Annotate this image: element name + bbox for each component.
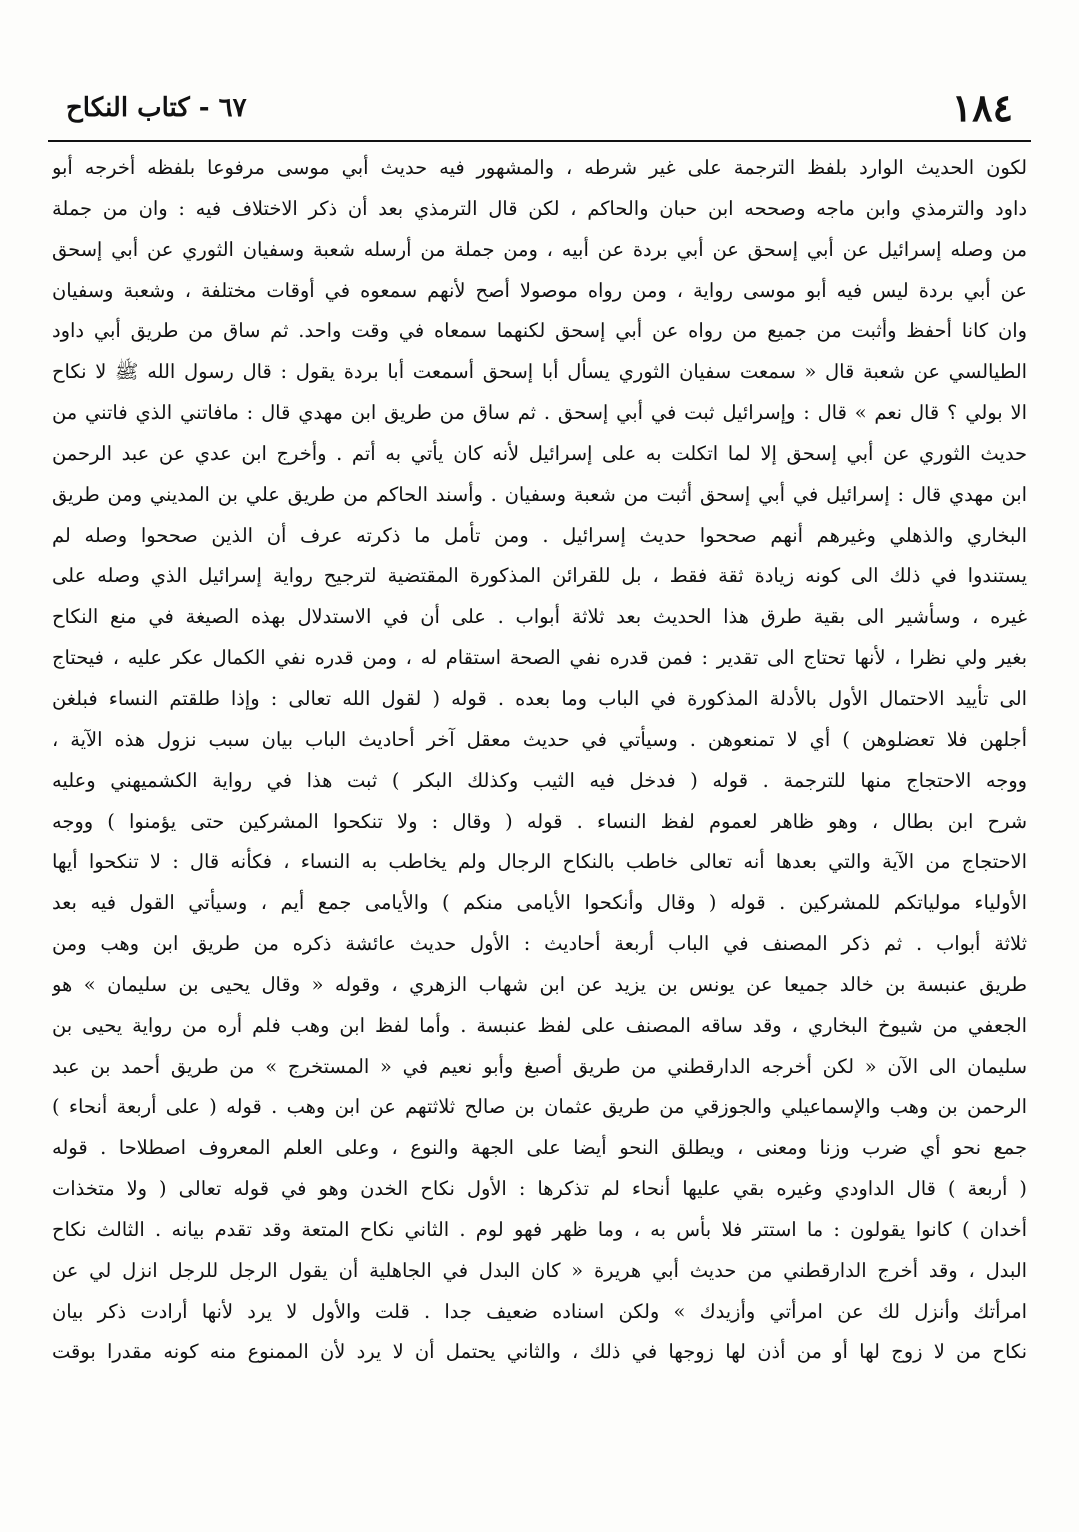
text-line: ابن مهدي قال : إسرائيل في أبي إسحق أثبت من شعبة وسفيان . وأسند الحاكم من طريق علي بن المديني ومن طريق xyxy=(52,482,1027,506)
text-line: غيره ، وسأشير الى بقية طرق هذا الحديث بعد ثلاثة أبواب . على أن في الاستدلال بهذه الصيغة في منع النكاح xyxy=(52,605,1027,629)
page-header xyxy=(48,80,1023,136)
text-line: الجعفي من شيوخ البخاري ، وقد ساقه المصنف على لفظ عنبسة . وأما لفظ ابن وهب فلم أره من رواية يحيى بن xyxy=(52,1013,1027,1037)
text-line: نكاح من لا زوج لها أو من أذن لها زوجها في ذلك ، والثاني يحتمل أن لا يرد لأن الممنوع منه كونه مقدرا بوقت xyxy=(52,1340,1027,1364)
text-line: جمع نحو أي ضرب وزنا ومعنى ، ويطلق النحو أيضا على الجهة والنوع ، وعلى العلم المعروف اصطلاحا . قوله xyxy=(52,1136,1027,1160)
text-line: البدل ، وقد أخرج الدارقطني من حديث أبي هريرة « كان البدل في الجاهلية أن يقول الرجل للرجل انزل لي عن xyxy=(52,1258,1027,1282)
text-line: يستندوا في ذلك الى كونه زيادة ثقة فقط ، بل للقرائن المذكورة المقتضية لترجيح رواية إسرائيل الذي وصله على xyxy=(52,564,1027,588)
text-line: الطيالسي عن شعبة قال « سمعت سفيان الثوري يسأل أبا إسحق أسمعت أبا بردة يقول : قال رسول الله ﷺ لا نكاح xyxy=(52,360,1027,384)
text-line: الا بولي ؟ قال نعم » قال : وإسرائيل ثبت في أبي إسحق . ثم ساق من طريق ابن مهدي قال : مافاتني الذي فاتني من xyxy=(52,401,1027,425)
text-line: داود والترمذي وابن ماجه وصححه ابن حبان والحاكم ، لكن قال الترمذي بعد أن ذكر الاختلاف فيه : وان من جملة xyxy=(52,196,1027,220)
text-line: سليمان الى الآن « لكن أخرجه الدارقطني من طريق أصبغ وأبو نعيم في « المستخرج » من طريق أحمد بن عبد xyxy=(52,1054,1027,1078)
text-line: عن أبي بردة ليس فيه أبو موسى رواية ، ومن رواه موصولا أصح لأنهم سمعوه في أوقات مختلفة ، وشعبة وسفيان xyxy=(52,278,1027,302)
text-line: بغير ولي نظرا ، لأنها تحتاج الى تقدير : فمن قدره نفي الصحة استقام له ، ومن قدره نفي الكمال عكر عليه ، فيحتاج xyxy=(52,646,1027,670)
text-line: من وصله إسرائيل عن أبي إسحق عن أبي بردة عن أبيه ، ومن جملة من أرسله شعبة وسفيان الثوري عن أبي إسحق xyxy=(52,237,1027,261)
text-line: حديث الثوري عن أبي إسحق إلا لما اتكلت به على إسرائيل لأنه كان يأتي به أتم . وأخرج ابن عدي عن عبد الرحمن xyxy=(52,441,1027,465)
body-text xyxy=(52,148,1027,1373)
text-line: أخدان ) كانوا يقولون : ما استتر فلا بأس به ، وما ظهر فهو لوم . الثاني نكاح المتعة وقد تقدم بيانه . الثالث نكاح xyxy=(52,1217,1027,1241)
text-line: لكون الحديث الوارد بلفظ الترجمة على غير شرطه ، والمشهور فيه حديث أبي موسى مرفوعا بلفظه أخرجه أبو xyxy=(52,156,1027,179)
page-number: ١٨٤ xyxy=(951,85,1013,130)
text-line: الى تأييد الاحتمال الأول بالأدلة المذكورة في الباب وما بعده . قوله ( لقول الله تعالى : وإذا طلقتم النساء فبلغن xyxy=(52,686,1027,710)
text-line: وان كانا أحفظ وأثبت من جميع من رواه عن أبي إسحق لكنهما سمعاه في وقت واحد. ثم ساق من طريق أبي داود xyxy=(52,319,1027,343)
text-line: شرح ابن بطال ، وهو ظاهر لعموم لفظ النساء . قوله ( وقال : ولا تنكحوا المشركين حتى يؤمنوا ) ووجه xyxy=(52,809,1027,833)
text-line: البخاري والذهلي وغيرهم أنهم صححوا حديث إسرائيل . ومن تأمل ما ذكرته عرف أن الذين صححوا وصله لم xyxy=(52,523,1027,547)
header-rule xyxy=(48,140,1031,142)
text-line: أجلهن فلا تعضلوهن ) أي لا تمنعوهن . وسيأتي في حديث معقل آخر أحاديث الباب بيان سبب نزول هذه الآية ، xyxy=(52,727,1027,751)
text-line: الرحمن بن وهب والإسماعيلي والجوزقي من طريق عثمان بن صالح ثلاثتهم عن ابن وهب . قوله ( على أربعة أنحاء ) xyxy=(52,1095,1027,1119)
running-head: ٦٧ - كتاب النكاح xyxy=(66,93,247,123)
text-line: امرأتك وأنزل لك عن امرأتي وأزيدك » ولكن اسناده ضعيف جدا . قلت والأول لا يرد لأنها أرادت ذكر بيان xyxy=(52,1299,1027,1323)
text-line: ثلاثة أبواب . ثم ذكر المصنف في الباب أربعة أحاديث : الأول حديث عائشة ذكره من طريق ابن وهب ومن xyxy=(52,932,1027,956)
text-line: الأولياء مولياتكم للمشركين . قوله ( وقال وأنكحوا الأيامى منكم ) والأيامى جمع أيم ، وسيأتي القول فيه بعد xyxy=(52,891,1027,915)
text-line: الاحتجاج من الآية والتي بعدها أنه تعالى خاطب بالنكاح الرجال ولم يخاطب به النساء ، فكأنه قال : لا تنكحوا أيها xyxy=(52,850,1027,874)
text-line: ووجه الاحتجاج منها للترجمة . قوله ( فدخل فيه الثيب وكذلك البكر ) ثبت هذا في رواية الكشميهني وعليه xyxy=(52,768,1027,792)
text-line: طريق عنبسة بن خالد جميعا عن يونس بن يزيد عن ابن شهاب الزهري ، وقوله « وقال يحيى بن سليمان » هو xyxy=(52,972,1027,996)
text-line: ( أربعة ) قال الداودي وغيره بقي عليها أنحاء لم تذكرها : الأول نكاح الخدن وهو في قوله تعالى ( ولا متخذات xyxy=(52,1177,1027,1201)
